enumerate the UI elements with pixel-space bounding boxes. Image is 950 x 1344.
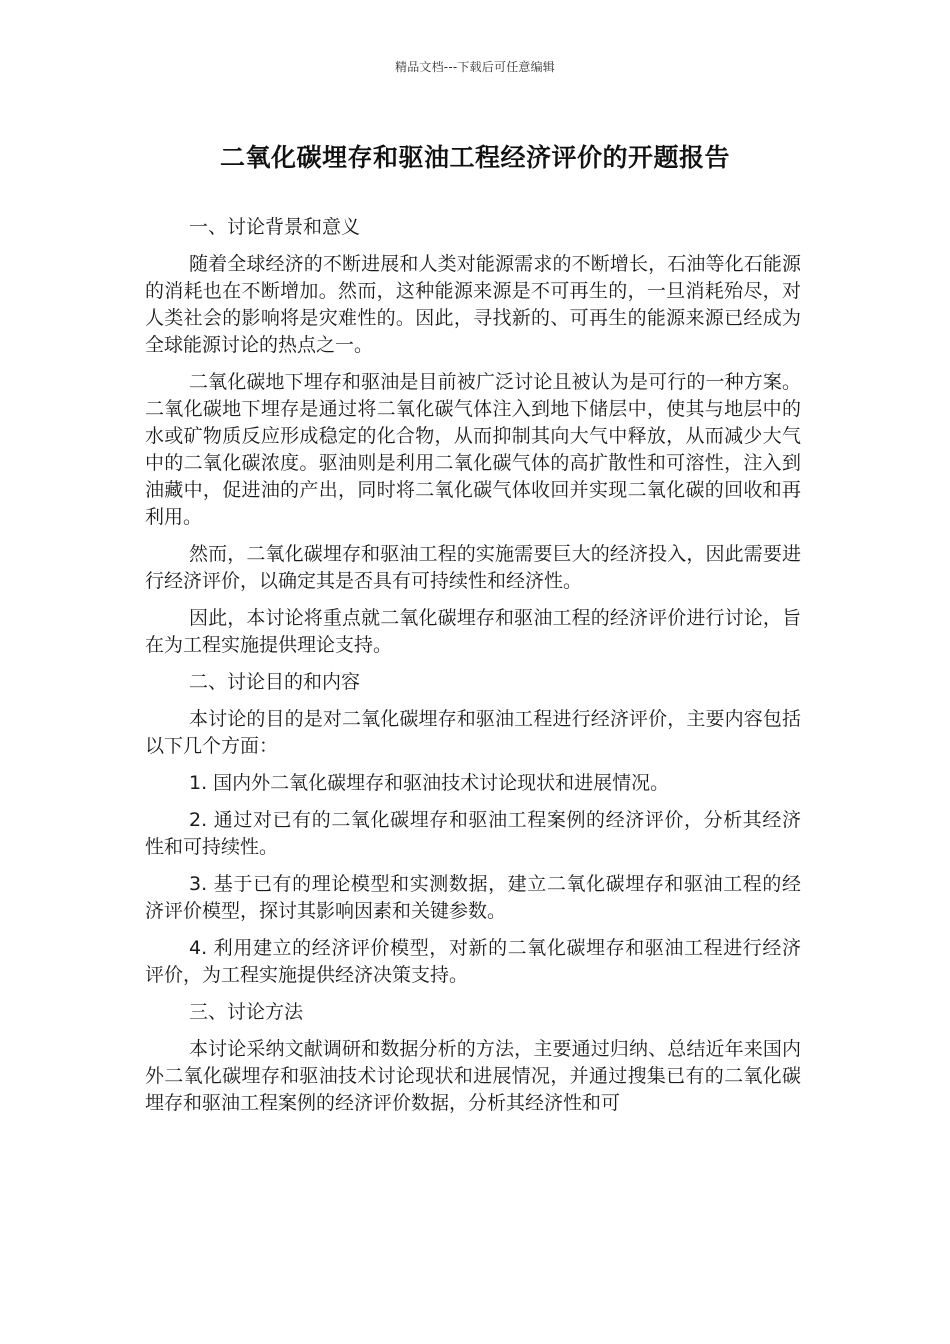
list-item: 2. 通过对已有的二氧化碳埋存和驱油工程案例的经济评价，分析其经济性和可持续性。 [145,809,801,858]
list-item: 1. 国内外二氧化碳埋存和驱油技术讨论现状和进展情况。 [189,772,670,794]
section-heading-methods: 三、讨论方法 [189,1001,304,1023]
section-heading-background: 一、讨论背景和意义 [189,216,361,238]
paragraph: 然而，二氧化碳埋存和驱油工程的实施需要巨大的经济投入，因此需要进行经济评价，以确定其是否具有可持续性和经济性。 [145,543,801,592]
paragraph: 本讨论的目的是对二氧化碳埋存和驱油工程进行经济评价，主要内容包括以下几个方面： [145,708,801,757]
document-body [145,214,801,1127]
paragraph: 二氧化碳地下埋存和驱油是目前被广泛讨论且被认为是可行的一种方案。二氧化碳地下埋存是通过将二氧化碳气体注入到地下储层中，使其与地层中的水或矿物质反应形成稳定的化合物，从而抑制其向大气中释放，从而减少大气中的二氧化碳浓度。驱油则是利用二氧化碳气体的高扩散性和可溶性，注入到油藏中，促进油的产出，同时将二氧化碳气体收回并实现二氧化碳的回收和再利用。 [145,371,801,528]
paragraph: 本讨论采纳文献调研和数据分析的方法，主要通过归纳、总结近年来国内外二氧化碳埋存和驱油技术讨论现状和进展情况，并通过搜集已有的二氧化碳埋存和驱油工程案例的经济评价数据，分析其经济性和可 [145,1038,801,1114]
paragraph: 随着全球经济的不断进展和人类对能源需求的不断增长，石油等化石能源的消耗也在不断增加。然而，这种能源来源是不可再生的，一旦消耗殆尽，对人类社会的影响将是灾难性的。因此，寻找新的、可再生的能源来源已经成为全球能源讨论的热点之一。 [145,253,801,356]
paragraph: 因此，本讨论将重点就二氧化碳埋存和驱油工程的经济评价进行讨论，旨在为工程实施提供理论支持。 [145,607,801,656]
list-item: 3. 基于已有的理论模型和实测数据，建立二氧化碳埋存和驱油工程的经济评价模型，探讨其影响因素和关键参数。 [145,873,801,922]
document-title: 二氧化碳埋存和驱油工程经济评价的开题报告 [219,143,730,172]
header-note: 精品文档---下载后可任意编辑 [395,60,555,74]
section-heading-objectives: 二、讨论目的和内容 [189,671,361,693]
list-item: 4. 利用建立的经济评价模型，对新的二氧化碳埋存和驱油工程进行经济评价，为工程实施提供经济决策支持。 [145,937,801,986]
